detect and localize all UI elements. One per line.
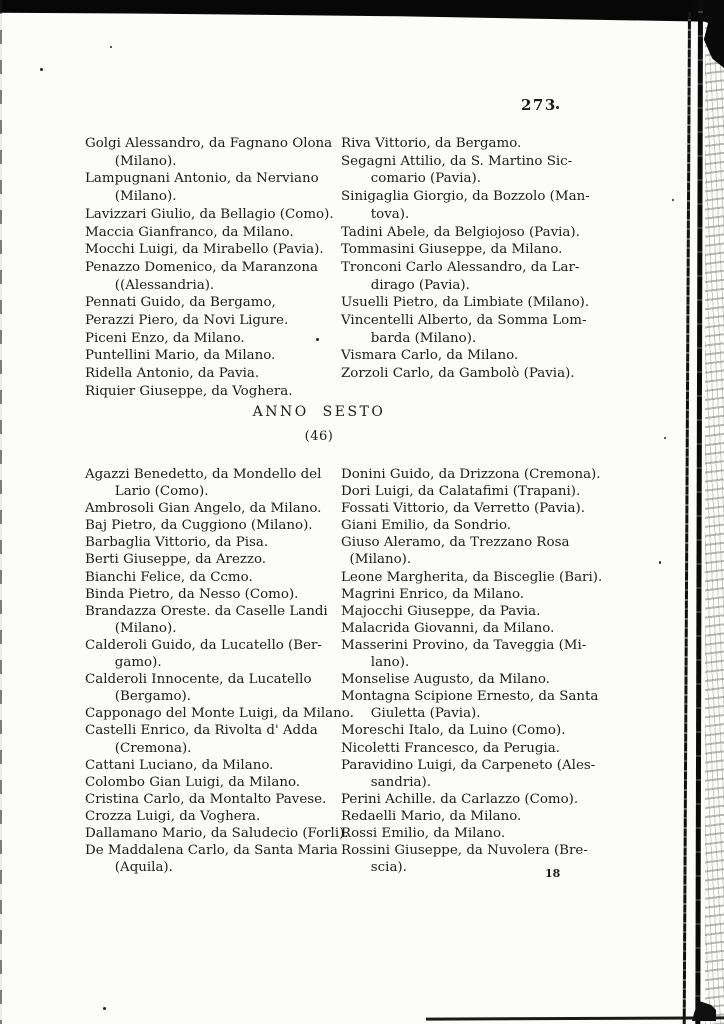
directory-entry-line: comario (Pavia). [341, 171, 481, 187]
directory-entry-line: Agazzi Benedetto, da Mondello del [85, 467, 322, 482]
directory-entry-line: Binda Pietro, da Nesso (Como). [85, 586, 299, 602]
scan-speck [672, 199, 674, 201]
directory-entry-line: Colombo Gian Luigi, da Milano. [85, 774, 301, 790]
directory-entry-line: Pennati Guido, da Bergamo, [85, 295, 276, 311]
directory-entry-line: Sinigaglia Giorgio, da Bozzolo (Man- [341, 189, 590, 205]
directory-entry-line: Vismara Carlo, da Milano. [341, 348, 519, 364]
directory-entry-line: (Milano). [341, 552, 412, 568]
directory-entry-line: Vincentelli Alberto, da Somma Lom- [341, 313, 587, 329]
directory-entry-line: Paravidino Luigi, da Carpeneto (Ales- [341, 757, 596, 773]
right-column [341, 135, 641, 383]
directory-entry-line: Golgi Alessandro, da Fagnano Olona [85, 136, 333, 151]
directory-entry-line: Segagni Attilio, da S. Martino Sic- [341, 153, 573, 169]
directory-entry-line: Leone Margherita, da Bisceglie (Bari). [341, 569, 603, 585]
directory-entry-line: De Maddalena Carlo, da Santa Maria [85, 843, 338, 859]
directory-entry-line: Barbaglia Vittorio, da Pisa. [85, 535, 269, 551]
directory-entry-line: Ambrosoli Gian Angelo, da Milano. [85, 501, 322, 517]
directory-entry-line: Crozza Luigi, da Voghera. [85, 808, 261, 824]
directory-entry-line: Mocchi Luigi, da Mirabello (Pavia). [85, 242, 324, 258]
directory-entry-line: gamo). [85, 655, 162, 671]
section-heading [0, 404, 638, 444]
scan-speck [110, 46, 112, 48]
directory-entry-line: Giuso Aleramo, da Trezzano Rosa [341, 535, 570, 551]
signature-mark: 18 [545, 867, 561, 880]
scan-page-edge-line-inner [683, 12, 691, 1024]
directory-entry-line: Nicoletti Francesco, da Perugia. [341, 740, 561, 756]
directory-entry-line: (Milano). [85, 620, 177, 636]
directory-entry-line: Castelli Enrico, da Rivolta d' Adda [85, 723, 318, 739]
directory-entry-line: sandria). [341, 774, 431, 790]
directory-entry-line: tova). [341, 206, 410, 222]
directory-entry-line: Maccia Gianfranco, da Milano. [85, 224, 294, 240]
scan-edge-top-band [0, 0, 724, 22]
scan-edge-bottom-line [426, 1016, 724, 1020]
directory-entry-line: Tadini Abele, da Belgiojoso (Pavia). [341, 224, 580, 240]
directory-entry-line: Penazzo Domenico, da Maranzona [85, 259, 319, 275]
directory-entry-line: Berti Giuseppe, da Arezzo. [85, 552, 267, 568]
scan-speck [659, 561, 661, 564]
directory-entry-line: Baj Pietro, da Cuggiono (Milano). [85, 518, 313, 534]
left-column [85, 466, 354, 876]
directory-entry-line: Donini Guido, da Drizzona (Cremona). [341, 467, 601, 482]
directory-entry-line: lano). [341, 655, 410, 671]
scan-edge-left-line [0, 0, 2, 1024]
directory-entry-line: Zorzoli Carlo, da Gambolò (Pavia). [341, 366, 575, 382]
scan-speck [664, 437, 666, 439]
directory-entry-line: Giani Emilio, da Sondrio. [341, 518, 512, 534]
directory-entry-line: Piceni Enzo, da Milano. [85, 330, 245, 346]
directory-entry-line: Fossati Vittorio, da Verretto (Pavia). [341, 501, 585, 517]
directory-entry-line: Perazzi Piero, da Novi Ligure. [85, 313, 289, 329]
directory-entry-line: Rossini Giuseppe, da Nuvolera (Bre- [341, 843, 588, 859]
directory-entry-line: ((Alessandria). [85, 277, 215, 293]
directory-entry-line: (Milano). [85, 153, 177, 169]
directory-entry-line: (Milano). [85, 189, 177, 205]
directory-entry-line: Lavizzari Giulio, da Bellagio (Como). [85, 206, 334, 222]
directory-entry-line: Lampugnani Antonio, da Nerviano [85, 171, 319, 187]
directory-entry-line: Dori Luigi, da Calatafimi (Trapani). [341, 484, 581, 500]
directory-entry-line: (Bergamo). [85, 689, 191, 705]
scan-page-edge-line-outer [695, 0, 703, 1024]
directory-entry-line: Perini Achille. da Carlazzo (Como). [341, 791, 579, 807]
directory-entry-line: Malacrida Giovanni, da Milano. [341, 620, 555, 636]
directory-entry-line: Lario (Como). [85, 484, 209, 500]
directory-entry-line: Calderoli Innocente, da Lucatello [85, 672, 312, 688]
directory-entry-line: Moreschi Italo, da Luino (Como). [341, 723, 566, 739]
directory-entry-line: Brandazza Oreste. da Caselle Landi [85, 603, 328, 619]
directory-entry-line: Riquier Giuseppe, da Voghera. [85, 383, 293, 399]
directory-entry-line: Riva Vittorio, da Bergamo. [341, 136, 522, 151]
directory-entry-line: Rossi Emilio, da Milano. [341, 825, 506, 841]
directory-entry-line: Bianchi Felice, da Ccmo. [85, 569, 253, 585]
directory-entry-line: Tronconi Carlo Alessandro, da Lar- [341, 259, 580, 275]
directory-entry-line: Usuelli Pietro, da Limbiate (Milano). [341, 295, 590, 311]
directory-entry-line: Montagna Scipione Ernesto, da Santa [341, 689, 599, 705]
section-heading-title: ANNO SESTO [252, 404, 386, 420]
directory-entry-line: Puntellini Mario, da Milano. [85, 348, 276, 364]
section-heading-count: (46) [304, 429, 334, 444]
directory-entry-line: Cristina Carlo, da Montalto Pavese. [85, 791, 327, 807]
directory-entry-line: Ridella Antonio, da Pavia. [85, 366, 260, 382]
directory-entry-line: Masserini Provino, da Taveggia (Mi- [341, 637, 587, 653]
directory-entry-line: Redaelli Mario, da Milano. [341, 808, 522, 824]
directory-entry-line: barda (Milano). [341, 330, 477, 346]
directory-entry-line: Majocchi Giuseppe, da Pavia. [341, 603, 541, 619]
directory-entry-line: scia). [341, 860, 407, 876]
directory-entry-line: Cattani Luciano, da Milano. [85, 757, 274, 773]
directory-entry-line: Dallamano Mario, da Saludecio (Forli). [85, 825, 349, 841]
directory-entry-line: (Aquila). [85, 860, 173, 876]
directory-entry-line: Tommasini Giuseppe, da Milano. [341, 242, 563, 258]
directory-entry-line: Giuletta (Pavia). [341, 706, 481, 722]
page-number: 273 [521, 96, 557, 114]
directory-entry-line: Calderoli Guido, da Lucatello (Ber- [85, 637, 322, 653]
directory-entry-line: Magrini Enrico, da Milano. [341, 586, 525, 602]
scan-speck [103, 1007, 106, 1010]
scan-speck [40, 68, 43, 71]
directory-entry-line: dirago (Pavia). [341, 277, 470, 293]
directory-entry-line: (Cremona). [85, 740, 192, 756]
scan-edge-speckle [705, 0, 724, 1024]
right-column [341, 466, 641, 876]
directory-entry-line: Capponago del Monte Luigi, da Milano. [85, 706, 354, 722]
directory-entry-line: Monselise Augusto, da Milano. [341, 672, 550, 688]
left-column [85, 135, 343, 401]
